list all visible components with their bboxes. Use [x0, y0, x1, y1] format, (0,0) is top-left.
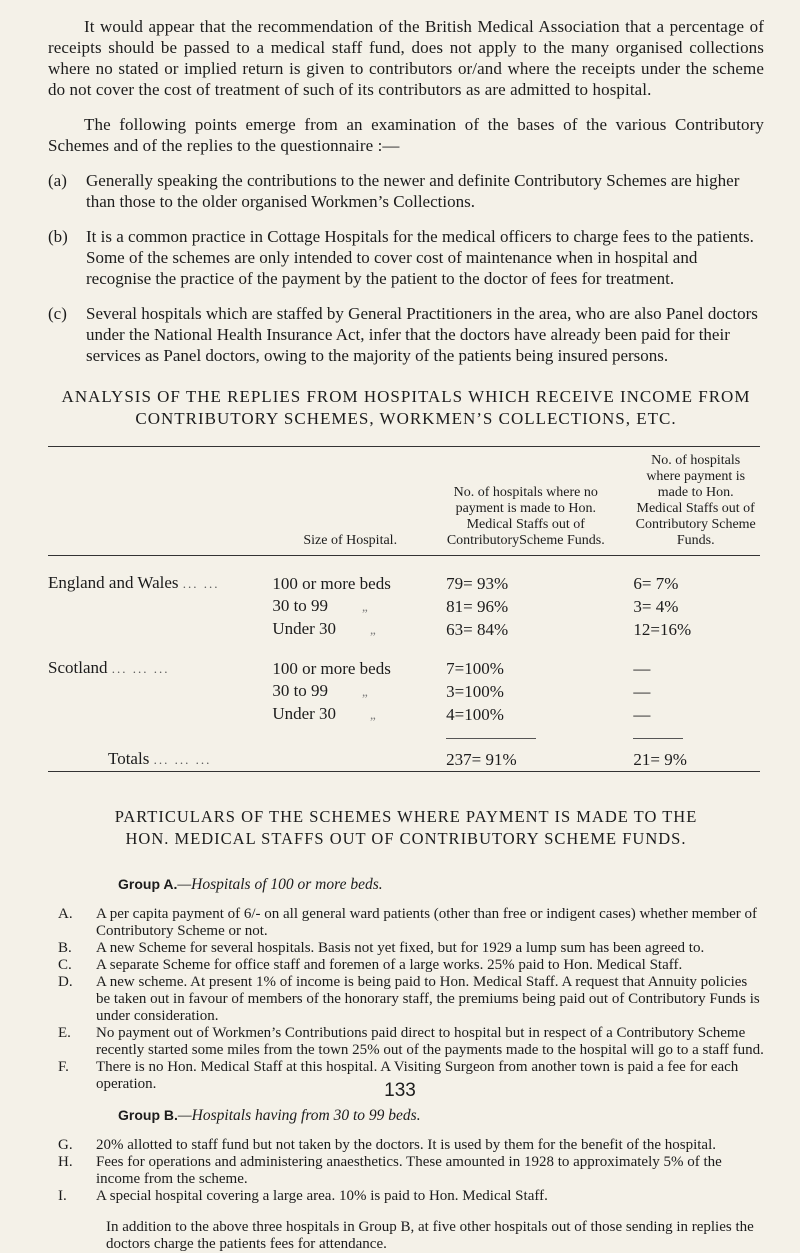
payment-cell: 12=16% — [633, 619, 692, 639]
size-cell: 100 or more beds — [272, 658, 391, 678]
list-item — [48, 957, 764, 974]
analysis-title-line-2: CONTRIBUTORY SCHEMES, WORKMEN’S COLLECTIONS, ETC. — [135, 409, 677, 428]
table-row — [48, 680, 760, 703]
item-text: A separate Scheme for office staff and foremen of a large works. 25% paid to Hon. Medical Staff. — [96, 957, 683, 973]
header-size: Size of Hospital. — [272, 447, 428, 556]
table-row — [48, 657, 760, 680]
payment-cell: 6= 7% — [633, 573, 679, 593]
points-list — [48, 170, 764, 366]
payment-cell: — — [633, 704, 651, 724]
leader-dots: ... ... — [182, 576, 220, 591]
point-text: Several hospitals which are staffed by General Practitioners in the area, who are also Panel doctors under the National Health Insurance Act, infer that the doctors have already been paid for their services as Panel doctors, owing to the majority of the patients being insured persons. — [86, 304, 758, 365]
ditto-mark: „ — [362, 599, 368, 614]
no-payment-cell: 79= 93% — [446, 573, 509, 593]
item-text: Fees for operations and administering anaesthetics. These amounted in 1928 to approximately 5% of the income from the scheme. — [96, 1154, 722, 1187]
item-marker: F. — [58, 1059, 69, 1075]
table-row — [48, 703, 760, 726]
analysis-title-line-1: ANALYSIS OF THE REPLIES FROM HOSPITALS WHICH RECEIVE INCOME FROM — [61, 387, 751, 406]
particulars-title-line-1: PARTICULARS OF THE SCHEMES WHERE PAYMENT IS MADE TO THE — [114, 807, 698, 826]
region-label: Scotland — [48, 658, 108, 677]
item-marker: A. — [58, 906, 73, 922]
totals-row — [48, 748, 760, 772]
item-text: A special hospital covering a large area. 10% is paid to Hon. Medical Staff. — [96, 1188, 548, 1204]
leader-dots: ... ... ... — [111, 661, 170, 676]
group-b-note: In addition to the above three hospitals in Group B, at five other hospitals out of those sending in replies the doctors charge the patients fees for attendance. — [106, 1219, 754, 1252]
totals-payment: 21= 9% — [607, 748, 760, 772]
no-payment-cell: 4=100% — [446, 704, 504, 724]
particulars-title-line-2: HON. MEDICAL STAFFS OUT OF CONTRIBUTORY SCHEME FUNDS. — [125, 829, 687, 848]
item-text: There is no Hon. Medical Staff at this hospital. A Visiting Surgeon from another town is paid a fee for each operation. — [96, 1059, 739, 1092]
size-cell: 100 or more beds — [272, 573, 391, 593]
table-row — [48, 595, 760, 618]
point-marker: (a) — [48, 171, 67, 190]
sum-rule-row — [48, 726, 760, 748]
point-marker: (b) — [48, 227, 68, 246]
group-label: Group A. — [118, 876, 178, 892]
group-description: —Hospitals of 100 or more beds. — [177, 876, 383, 893]
no-payment-cell: 3=100% — [446, 681, 504, 701]
list-item — [48, 1025, 764, 1059]
list-item — [48, 1154, 764, 1188]
group-a-heading — [118, 876, 764, 894]
group-a-list — [48, 906, 764, 1093]
point-item — [48, 226, 764, 289]
list-item — [48, 974, 764, 1025]
item-marker: H. — [58, 1154, 73, 1170]
item-marker: B. — [58, 940, 72, 956]
item-text: A new Scheme for several hospitals. Basis not yet fixed, but for 1929 a lump sum has been agreed to. — [96, 940, 705, 956]
point-text: Generally speaking the contributions to the newer and definite Contributory Schemes are higher than those to the older organised Workmen’s Collections. — [86, 171, 740, 211]
item-text: A per capita payment of 6/- on all general ward patients (other than free or indigent cases) whether member of Contributory Scheme or not. — [96, 906, 757, 939]
no-payment-cell: 7=100% — [446, 658, 504, 678]
sum-rule — [446, 738, 536, 739]
size-cell: 30 to 99 — [272, 596, 329, 615]
ditto-mark: „ — [370, 707, 376, 722]
payment-cell: — — [633, 681, 651, 701]
item-marker: I. — [58, 1188, 67, 1204]
intro-paragraph-2: The following points emerge from an examination of the bases of the various Contributory Schemes and of the replies to the questionnaire :— — [48, 115, 764, 155]
item-marker: C. — [58, 957, 72, 973]
leader-dots: ... ... ... — [153, 752, 212, 767]
payment-cell: — — [633, 658, 651, 678]
totals-no-payment: 237= 91% — [428, 748, 607, 772]
ditto-mark: „ — [370, 622, 376, 637]
item-text: A new scheme. At present 1% of income is being paid to Hon. Medical Staff. A request that Annuity policies be taken out in favour of members of the honorary staff, the premiums being paid out of Contributory Funds is under consideration. — [96, 974, 760, 1024]
intro-paragraph-1: It would appear that the recommendation of the British Medical Association that a percentage of receipts should be passed to a medical staff fund, does not apply to the many organised collections where no stated or implied return is given to contributors or/and where the receipts under the scheme do not cover the cost of treatment of such of its contributors as are admitted to hospital. — [48, 17, 764, 99]
size-cell: Under 30 — [272, 619, 337, 638]
item-marker: E. — [58, 1025, 71, 1041]
item-marker: D. — [58, 974, 73, 990]
no-payment-cell: 63= 84% — [446, 619, 509, 639]
ditto-mark: „ — [362, 684, 368, 699]
analysis-table — [48, 446, 760, 772]
list-item — [48, 940, 764, 957]
header-payment: No. of hospitals where payment is made to Hon. Medical Staffs out of Contributory Scheme Funds. — [607, 447, 760, 556]
list-item — [48, 1188, 764, 1205]
group-b-list — [48, 1137, 764, 1205]
item-text: No payment out of Workmen’s Contributions paid direct to hospital but in respect of a Contributory Scheme recently started some miles from the town 25% out of the payments made to the hospital will go to a staff fund. — [96, 1025, 764, 1058]
list-item — [48, 906, 764, 940]
table-row — [48, 618, 760, 641]
sum-rule — [633, 738, 683, 739]
group-label: Group B. — [118, 1107, 178, 1123]
header-no-payment: No. of hospitals where no payment is made to Hon. Medical Staffs out of ContributoryScheme Funds. — [428, 447, 607, 556]
no-payment-cell: 81= 96% — [446, 596, 509, 616]
group-b-heading — [118, 1107, 764, 1125]
payment-cell: 3= 4% — [633, 596, 679, 616]
table-row — [48, 572, 760, 595]
point-text: It is a common practice in Cottage Hospitals for the medical officers to charge fees to the patients. Some of the schemes are only intended to cover cost of maintenance when in hospital and recognise the practice of the payment by the patient to the doctor of fees for treatment. — [86, 227, 754, 288]
point-item — [48, 303, 764, 366]
particulars-title — [48, 806, 764, 850]
region-label: England and Wales — [48, 573, 179, 592]
item-marker: G. — [58, 1137, 73, 1153]
totals-label: Totals — [108, 749, 150, 768]
analysis-title — [48, 386, 764, 430]
point-item — [48, 170, 764, 212]
point-marker: (c) — [48, 304, 67, 323]
item-text: 20% allotted to staff fund but not taken by the doctors. It is used by them for the benefit of the hospital. — [96, 1137, 717, 1153]
size-cell: 30 to 99 — [272, 681, 329, 700]
page-number: 133 — [384, 1080, 416, 1101]
group-description: —Hospitals having from 30 to 99 beds. — [177, 1107, 421, 1124]
size-cell: Under 30 — [272, 704, 337, 723]
